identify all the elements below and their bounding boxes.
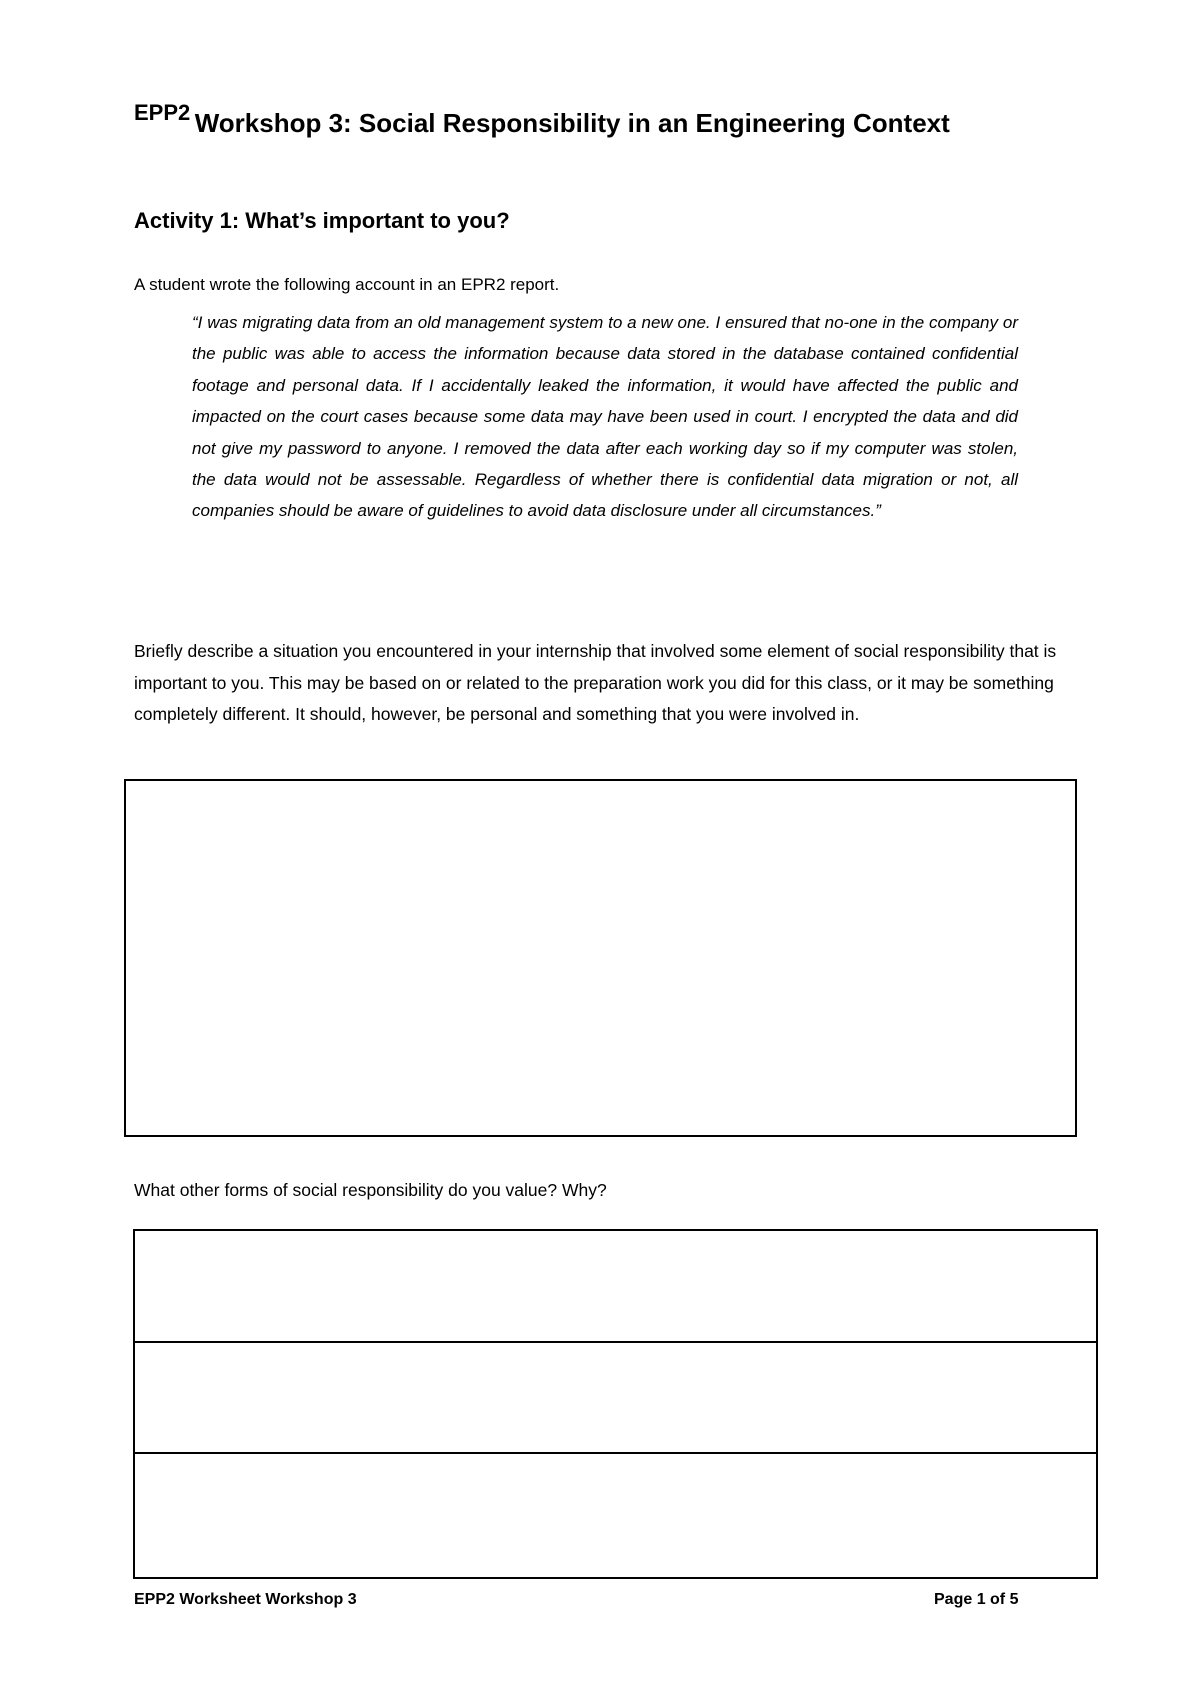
other-forms-answer-table bbox=[133, 1229, 1098, 1579]
other-forms-question: What other forms of social responsibility do you value? Why? bbox=[134, 1180, 607, 1200]
student-quote: “I was migrating data from an old management system to a new one. I ensured that no-one in the company or the public was able to access the information because data stored in the database contained confidential footage and personal data. If I accidentally leaked the information, it would have affected the public and impacted on the court cases because some data may have been used in court. I encrypted the data and did not give my password to anyone. I removed the data after each working day so if my computer was stolen, the data would not be assessable. Regardless of whether there is confidential data migration or not, all companies should be aware of guidelines to avoid data disclosure under all circumstances.” bbox=[192, 313, 1018, 521]
answer-row-3[interactable] bbox=[135, 1454, 1096, 1577]
footer-document-name: EPP2 Worksheet Workshop 3 bbox=[134, 1591, 357, 1608]
page-title bbox=[134, 100, 950, 139]
answer-row-1[interactable] bbox=[135, 1231, 1096, 1343]
situation-answer-box[interactable] bbox=[124, 779, 1077, 1137]
situation-prompt: Briefly describe a situation you encountered in your internship that involved some element of social responsibility that is important to you. This may be based on or related to the preparation work you did for this class, or it may be something completely different. It should, however, be personal and something that you were involved in. bbox=[134, 641, 1057, 724]
footer-page-number: Page 1 of 5 bbox=[934, 1591, 1019, 1608]
workshop-title: Workshop 3: Social Responsibility in an Engineering Context bbox=[194, 108, 950, 138]
activity-heading: Activity 1: What’s important to you? bbox=[134, 208, 510, 233]
answer-row-2[interactable] bbox=[135, 1343, 1096, 1455]
intro-text: A student wrote the following account in an EPR2 report. bbox=[134, 275, 560, 294]
course-code: EPP2 bbox=[134, 100, 191, 125]
